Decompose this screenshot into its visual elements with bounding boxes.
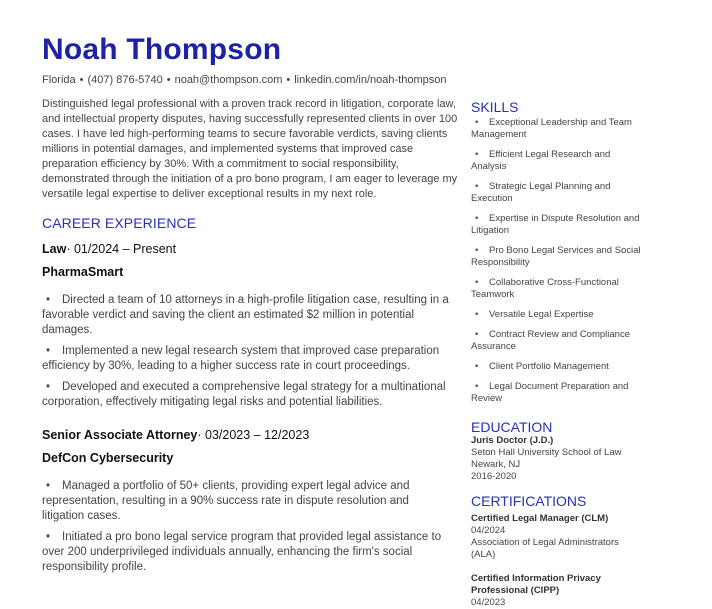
- skill-item: • Expertise in Dispute Resolution and Litigation: [471, 213, 640, 236]
- certifications-heading: CERTIFICATIONS: [471, 493, 587, 509]
- certifications-section: [471, 493, 641, 609]
- bullet-icon: •: [475, 181, 479, 192]
- job-role: [42, 242, 452, 256]
- bullet-icon: •: [475, 329, 479, 340]
- skill-item: • Legal Document Preparation and Review: [471, 381, 629, 404]
- experience-heading: CAREER EXPERIENCE: [42, 215, 197, 231]
- job-bullet: • Initiated a pro bono legal service program that provided legal assistance to over 200 underprivileged individuals annually, enhancing the firm's social responsibility profile.: [42, 531, 442, 573]
- job-bullet: • Developed and executed a comprehensive legal strategy for a multinational corporation, effectively mitigating legal risks and potential liabilities.: [42, 381, 446, 408]
- cert-name: Certified Legal Manager (CLM): [471, 513, 609, 524]
- bullet-icon: •: [46, 480, 51, 492]
- skill-item: • Versatile Legal Expertise: [471, 309, 641, 321]
- job-company: PharmaSmart: [42, 265, 124, 279]
- bullet-icon: •: [475, 213, 479, 224]
- bullet-icon: •: [46, 531, 51, 543]
- cert-date: 04/2024: [471, 525, 506, 536]
- job-dates: · 01/2024 – Present: [66, 242, 177, 256]
- job-role: [42, 428, 452, 442]
- bullet-icon: •: [46, 345, 51, 357]
- job-bullets: [42, 293, 452, 410]
- school: Seton Hall University School of Law: [471, 447, 622, 458]
- job-company: DefCon Cybersecurity: [42, 451, 174, 465]
- education-years: 2016-2020: [471, 471, 517, 482]
- candidate-name: Noah Thompson: [42, 33, 282, 66]
- job-dates: · 03/2023 – 12/2023: [197, 428, 310, 442]
- separator: •: [166, 74, 171, 86]
- sidebar: [471, 99, 641, 609]
- job-entry: [42, 428, 452, 575]
- skill-item: • Efficient Legal Research and Analysis: [471, 149, 611, 172]
- job-bullet: • Implemented a new legal research system that improved case preparation efficiency by 30%, leading to a higher success rate in court proceedings.: [42, 345, 440, 372]
- job-bullet: • Directed a team of 10 attorneys in a high-profile litigation case, resulting in a favorable verdict and saving the client an estimated $2 million in potential damages.: [42, 294, 449, 336]
- job-entry: [42, 242, 452, 410]
- job-bullet: • Managed a portfolio of 50+ clients, providing expert legal advice and representation, resulting in a 90% success rate in dispute resolution and litigation cases.: [42, 480, 410, 522]
- skill-item: • Pro Bono Legal Services and Social Responsibility: [471, 245, 641, 268]
- education-section: [471, 419, 641, 483]
- job-title: Law: [42, 242, 67, 256]
- phone: (407) 876-5740: [87, 74, 163, 86]
- bullet-icon: •: [475, 309, 479, 320]
- separator: •: [79, 74, 84, 86]
- email-link[interactable]: noah@thompson.com: [174, 74, 283, 86]
- certification-item: [471, 513, 641, 561]
- job-bullets: [42, 479, 452, 575]
- skills-list: [471, 117, 641, 405]
- bullet-icon: •: [475, 361, 479, 372]
- contact-line: [42, 74, 447, 86]
- bullet-icon: •: [475, 117, 479, 128]
- cert-name: Certified Information Privacy Professional (CIPP): [471, 573, 601, 596]
- skill-item: • Exceptional Leadership and Team Management: [471, 117, 632, 140]
- skill-item: • Client Portfolio Management: [471, 361, 641, 373]
- skill-item: • Collaborative Cross-Functional Teamwork: [471, 277, 619, 300]
- experience-section: [42, 215, 452, 593]
- degree: Juris Doctor (J.D.): [471, 435, 554, 446]
- school-location: Newark, NJ: [471, 459, 521, 470]
- bullet-icon: •: [475, 245, 479, 256]
- skills-heading: SKILLS: [471, 99, 519, 115]
- education-heading: EDUCATION: [471, 419, 553, 435]
- bullet-icon: •: [475, 149, 479, 160]
- skill-item: • Strategic Legal Planning and Execution: [471, 181, 611, 204]
- bullet-icon: •: [46, 381, 51, 393]
- separator: •: [286, 74, 291, 86]
- bullet-icon: •: [475, 381, 479, 392]
- bullet-icon: •: [475, 277, 479, 288]
- job-title: Senior Associate Attorney: [42, 428, 198, 442]
- cert-date: 04/2023: [471, 597, 506, 608]
- cert-issuer: Association of Legal Administrators (ALA): [471, 537, 619, 560]
- bullet-icon: •: [46, 294, 51, 306]
- linkedin-link[interactable]: linkedin.com/in/noah-thompson: [294, 74, 447, 86]
- summary: Distinguished legal professional with a proven track record in litigation, corporate law, and intellectual property disputes, having successfully represented clients in over 100 cases. I have led high-performing teams to secure favorable verdicts, saving clients millions in potential damages, and implemented systems that improved case preparation efficiency by 30%. With a commitment to social responsibility, demonstrated through the initiation of a pro bono program, I am eager to leverage my versatile legal expertise to deliver exceptional results in my next role.: [42, 98, 458, 200]
- skill-item: • Contract Review and Compliance Assurance: [471, 329, 630, 352]
- location: Florida: [42, 74, 76, 86]
